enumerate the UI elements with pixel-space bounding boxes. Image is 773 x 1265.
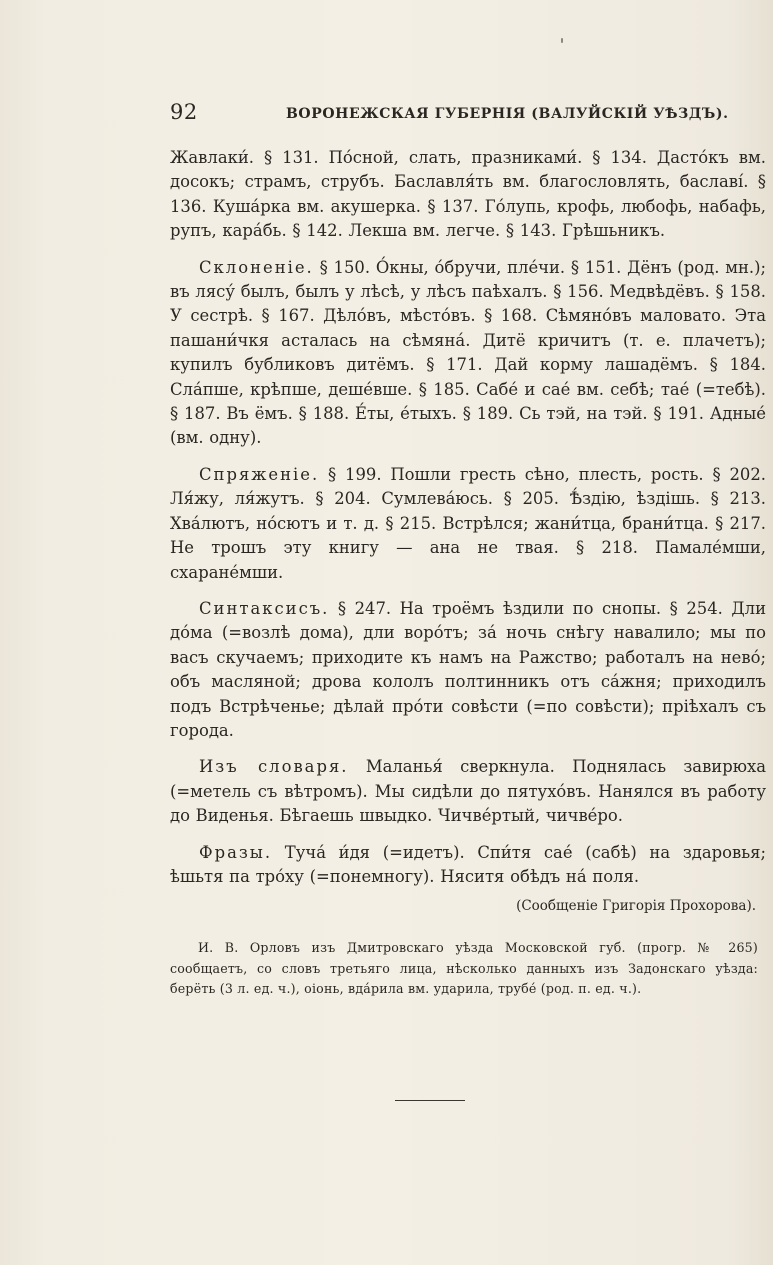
paragraph-syntax xyxy=(170,597,766,743)
page-number: 92 xyxy=(170,100,198,124)
paragraph-conjugation xyxy=(170,463,766,585)
paragraph-text: § 247. На троёмъ ѣздили по снопы. § 254. Дли до́ма (=возлѣ дома), дли воро́тъ; за́ ночь снѣгу навалило; мы по васъ скучаемъ; приходите къ намъ на Ражство; работалъ на нево́; объ масляной; дрова кололъ полтинникъ отъ са́жня; приходилъ подъ Встрѣченье; дѣлай про́ти совѣсти (=по совѣсти); пріѣхалъ съ города. xyxy=(170,598,766,740)
page-header xyxy=(168,97,768,127)
paragraph-text: § 150. О́кны, о́бручи, пле́чи. § 151. Дёнъ (род. мн.); въ лясу́ былъ, былъ у лѣсѣ, у лѣсъ паѣхалъ. § 156. Медвѣдёвъ. § 158. У сестрѣ. § 167. Дѣло́въ, мѣсто́въ. § 168. Сѣмяно́въ маловато. Эта пашани́чкя асталась на сѣмяна́. Дитё кричитъ (т. е. плачетъ); купилъ бубликовъ дитёмъ. § 171. Дай корму лашадёмъ. § 184. Сла́пше, крѣпше, деше́вше. § 185. Сабе́ и сае́ вм. себѣ; тае́ (=тебѣ). § 187. Въ ёмъ. § 188. Е́ты, е́тыхъ. § 189. Сь тэй, на тэй. § 191. Адные́ (вм. одну). xyxy=(170,257,766,448)
paragraph-text: Туча́ и́дя (=идетъ). Спи́тя сае́ (сабѣ) на здаровья; ѣшьтя па тро́ху (=понемногу). Няситя обѣдъ на́ поля. xyxy=(170,842,766,886)
section-lead-syntax: Синтаксисъ. xyxy=(199,598,330,618)
section-lead-declension: Склоненіе. xyxy=(199,257,314,277)
section-lead-conjugation: Спряженіе. xyxy=(199,464,320,484)
footnote-paragraph: И. В. Орловъ изъ Дмитровскаго уѣзда Московской губ. (прогр. № 265) сообщаетъ, со словъ третьяго лица, нѣсколько данныхъ изъ Задонскаго уѣзда: берёть (3 л. ед. ч.), оiонь, вда́рила вм. ударила, трубе́ (род. п. ед. ч.). xyxy=(170,940,758,996)
section-lead-vocabulary: Изъ словаря. xyxy=(199,757,349,777)
contributor-signature: (Сообщеніе Григорія Прохорова). xyxy=(516,898,756,915)
paragraph-vocabulary xyxy=(170,755,766,828)
closing-rule xyxy=(395,1100,465,1101)
paragraph-phrases xyxy=(170,841,766,890)
paragraph-phonetics xyxy=(170,146,766,244)
print-speck xyxy=(561,38,563,43)
paragraph-text: § 199. Пошли гресть сѣно, плесть, рость. § 202. Ля́жу, ля́жутъ. § 204. Сумлева́юсь. § 205. Ѣ́здію, ѣздішь. § 213. Хва́лютъ, но́сютъ и т. д. § 215. Встрѣлся; жани́тца, брани́тца. § 217. Не трошъ эту книгу — ана не твая. § 218. Памале́мши, схаране́мши. xyxy=(170,464,766,582)
section-lead-phrases: Фразы. xyxy=(199,842,273,862)
running-title: ВОРОНЕЖСКАЯ ГУБЕРНІЯ (ВАЛУЙСКІЙ УѢЗДЪ). xyxy=(286,106,729,122)
page-body xyxy=(170,146,766,999)
paragraph-text: Жавлаки́. § 131. По́сной, слать, празниками́. § 134. Дасто́къ вм. досокъ; страмъ, струбъ. Баславля́ть вм. благословлять, баславі́. § 136. Куша́рка вм. акушерка. § 137. Го́лупь, крофь, любофь, набафь, рупъ, кара́бь. § 142. Лекша вм. легче. § 143. Грѣшьникъ. xyxy=(170,148,766,241)
paragraph-declension xyxy=(170,256,766,451)
paragraph-text: Маланья́ сверкнула. Поднялась завирюха (=метель съ вѣтромъ). Мы сидѣли до пятухо́въ. Нанялся въ работу до Виденья. Бѣгаешь швыдко. Чичве́ртый, чичве́ро. xyxy=(170,757,766,826)
